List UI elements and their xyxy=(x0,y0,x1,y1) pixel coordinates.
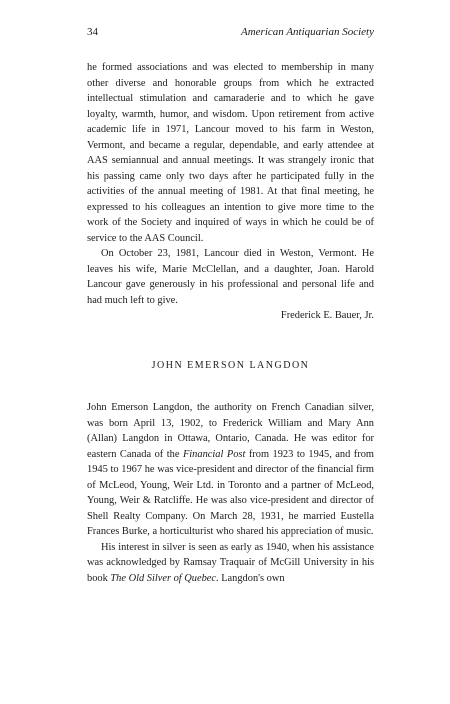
book-title: The Old Silver of Quebec xyxy=(110,572,217,584)
langdon-p2-text-a: His interest in silver is seen as early as 1940, when his assistance was acknowledged by Ramsay Traquair of McGill University in his book xyxy=(87,541,374,584)
page-number: 34 xyxy=(87,26,98,38)
lancour-death-paragraph: On October 23, 1981, Lancour died in Weston, Vermont. He leaves his wife, Marie McClellan, and a daughter, Joan. Harold Lancour gave generously in his professional and personal life and had much left to give. xyxy=(87,248,374,306)
newspaper-title: Financial Post xyxy=(182,448,246,460)
lancour-paragraph-continued: he formed associations and was elected to membership in many other diverse and honorable groups from which he extracted intellectual stimulation and camaraderie and to which he gave loyalty, warmth, humor, and wisdom. Upon retirement from active academic life in 1971, Lancour moved to his farm in Weston, Vermont, and became a regular, dependable, and early attendee at AAS semiannual and annual meetings. It was strangely ironic that his passing came only two days after he participated fully in the activities of the annual meeting of 1981. At that final meeting, he expressed to his colleagues an intention to give more time to the work of the Society and inquired of ways in which he could be of service to the AAS Council. xyxy=(87,62,374,244)
langdon-p2-text-b: . Langdon's own xyxy=(216,572,285,584)
langdon-p1-text-a: John Emerson Langdon, the authority on French Canadian silver, was born April 13, 1902, to Frederick William and Mary Ann (Allan) Langdon in Ottawa, Ontario, Canada. He was editor for eastern Canada of the xyxy=(87,402,374,460)
journal-title: American Antiquarian Society xyxy=(241,26,374,38)
langdon-p1-text-b: from 1923 to 1945, and from 1945 to 1967 he was vice-president and director of the financial firm of McLeod, Young, Weir Ltd. in Toronto and a partner of McLeod, Young, Weir & Ratcliffe. He was also vice-president and director of Shell Realty Company. On March 28, 1931, he married Eustella Frances Burke, a horticulturist who shared his appreciation of music. xyxy=(87,448,374,537)
obituary-heading: JOHN EMERSON LANGDON xyxy=(151,359,310,371)
body-text xyxy=(87,60,374,586)
langdon-paragraph-1 xyxy=(87,400,374,540)
langdon-paragraph-2 xyxy=(87,540,374,587)
author-signature: Frederick E. Bauer, Jr. xyxy=(280,310,374,321)
running-head xyxy=(87,26,374,40)
